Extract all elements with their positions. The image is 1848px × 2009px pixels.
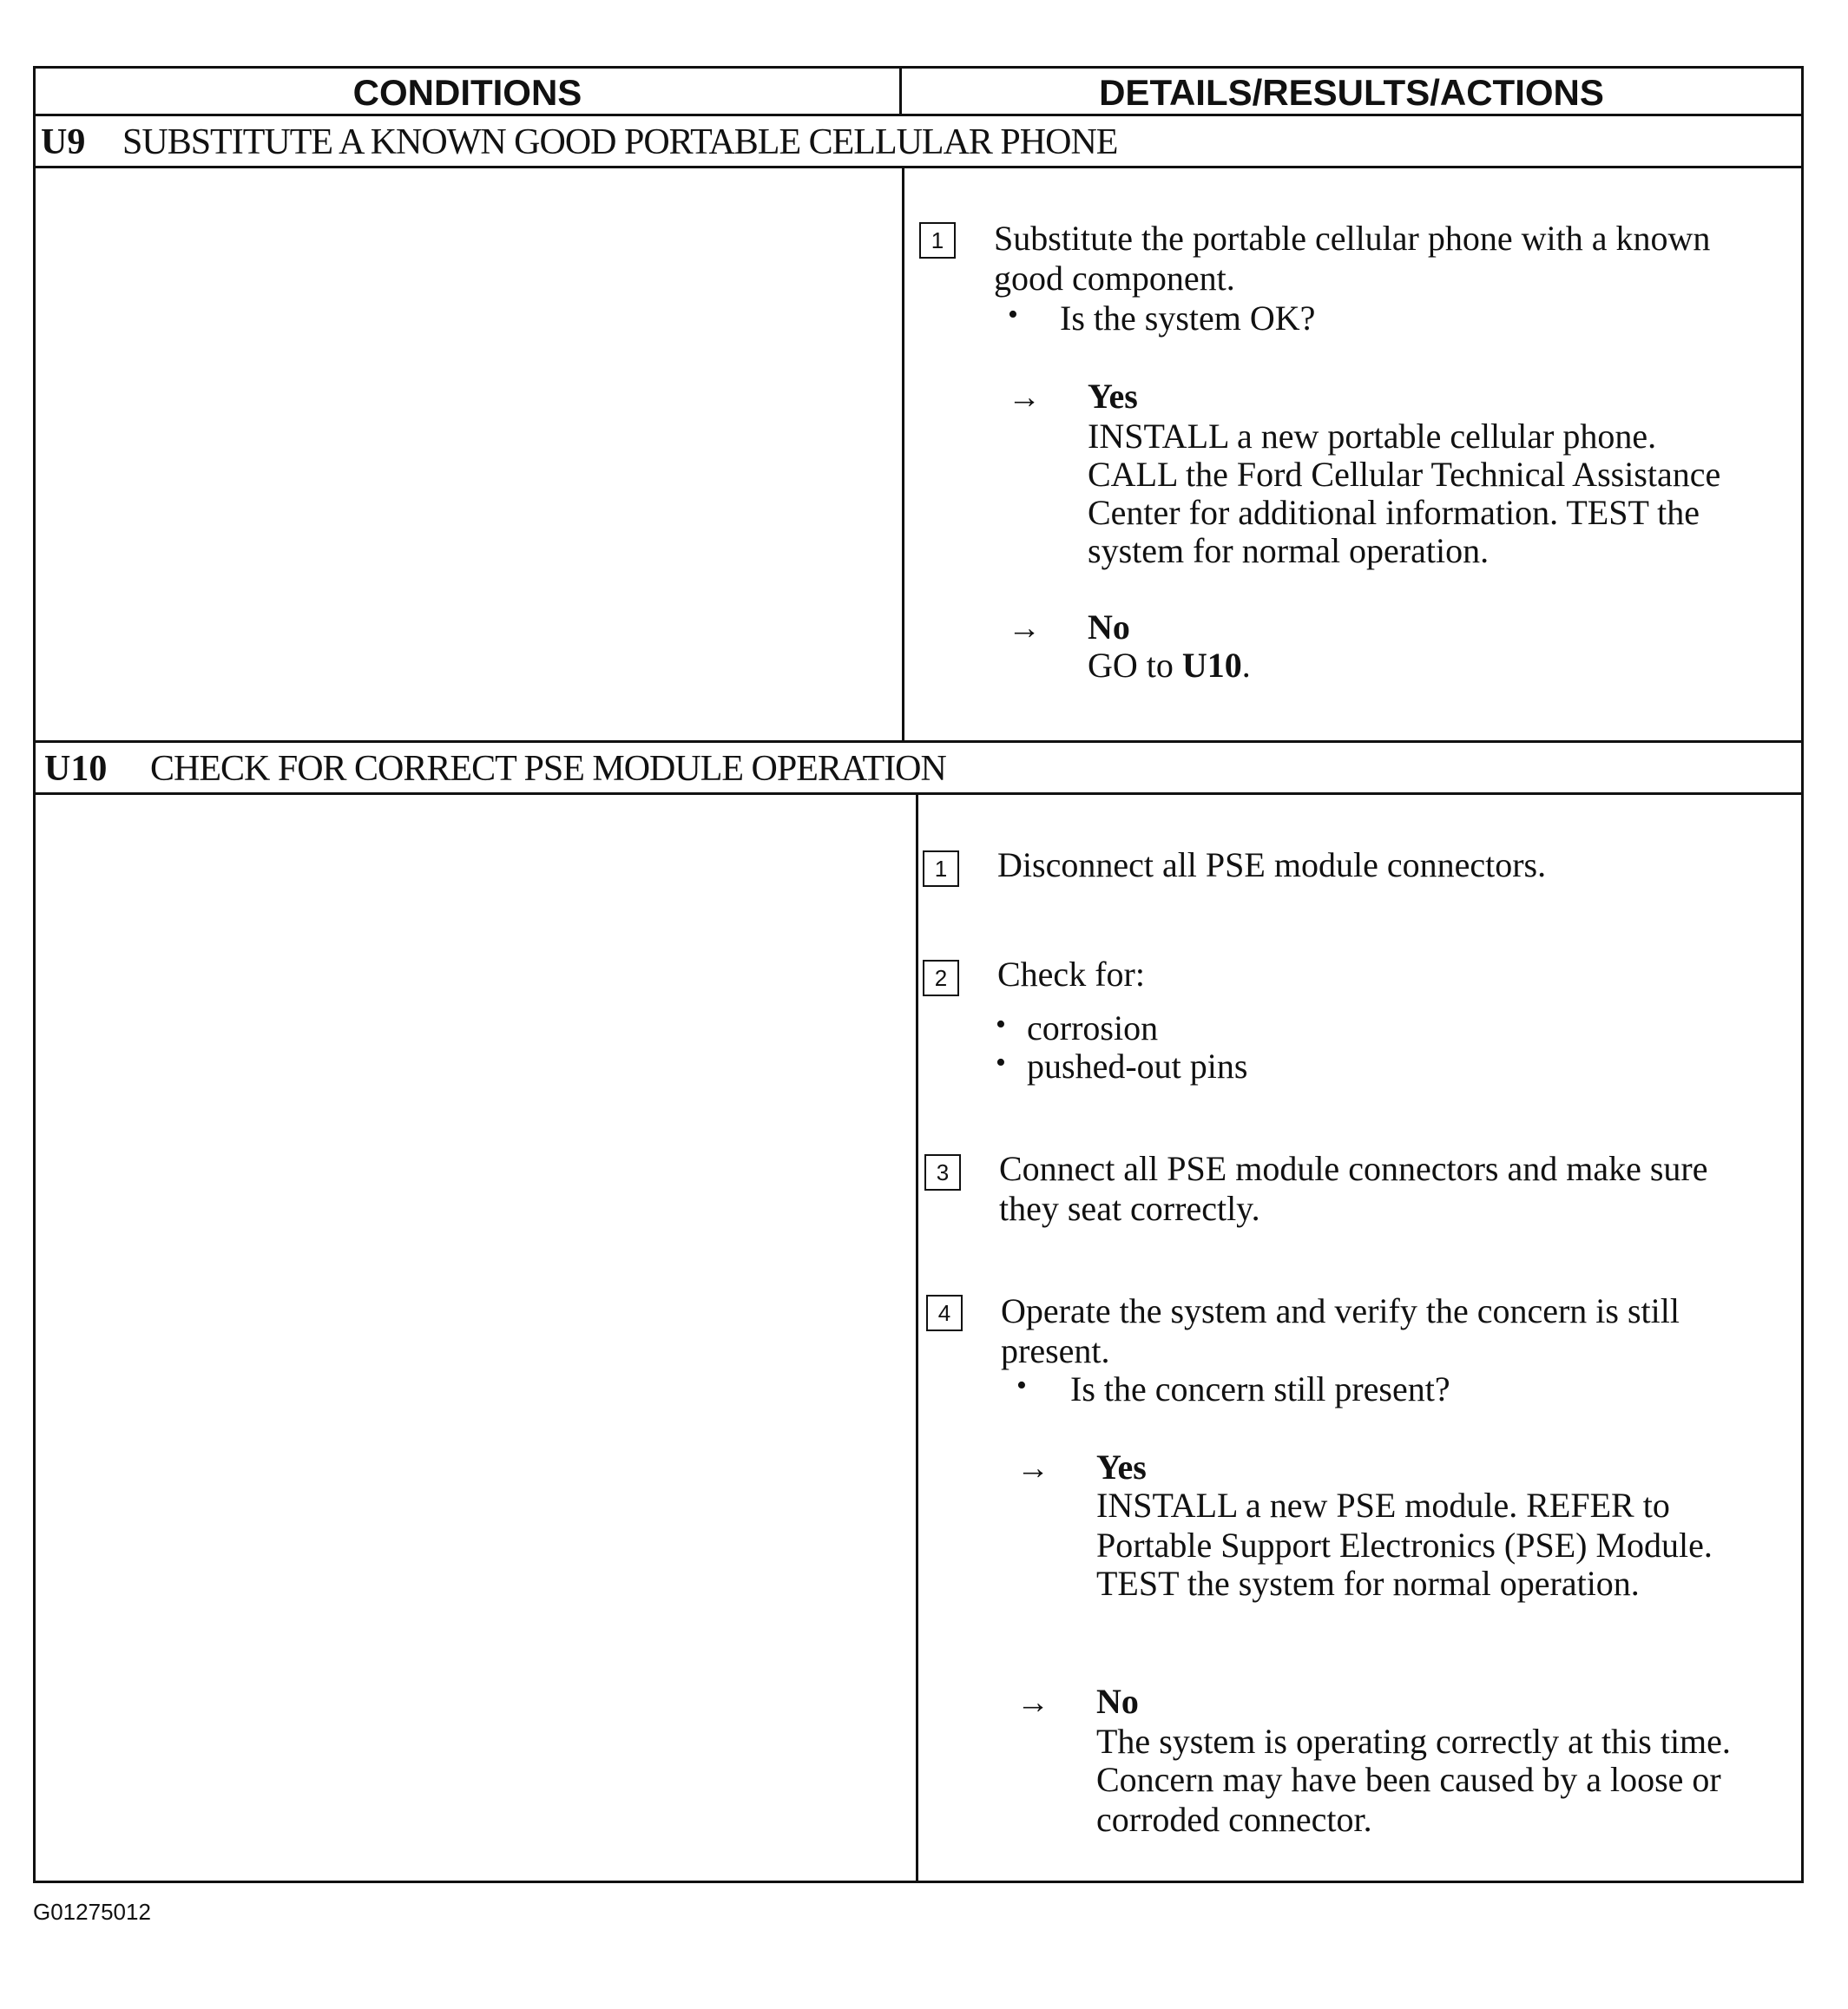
answer-no-text: GO to: [1088, 646, 1182, 685]
answer-yes-action: TEST the system for normal operation.: [1096, 1564, 1640, 1603]
question-text: Is the concern still present?: [1070, 1369, 1450, 1408]
arrow-right-icon: →: [1008, 610, 1041, 647]
arrow-right-icon: →: [1016, 1684, 1049, 1721]
step-instruction: good component.: [994, 259, 1235, 298]
answer-yes-action: Center for additional information. TEST the: [1088, 493, 1700, 532]
bullet-dot: •: [1008, 299, 1018, 331]
answer-no-action: Concern may have been caused by a loose or: [1096, 1760, 1721, 1799]
arrow-right-icon: →: [1016, 1450, 1049, 1487]
answer-yes-action: INSTALL a new PSE module. REFER to: [1096, 1486, 1670, 1525]
step-number-box: 2: [923, 960, 959, 996]
check-item: pushed-out pins: [1027, 1047, 1248, 1086]
step-instruction: Check for:: [997, 955, 1145, 994]
step-instruction: Substitute the portable cellular phone with a known: [994, 219, 1711, 258]
step-u10-id: U10: [44, 749, 108, 789]
answer-no-end: .: [1241, 646, 1251, 685]
answer-no-action: The system is operating correctly at this time.: [1096, 1722, 1731, 1761]
check-item: corrosion: [1027, 1008, 1159, 1047]
answer-yes-action: CALL the Ford Cellular Technical Assistance: [1088, 455, 1721, 494]
step-u10-title-row: [36, 743, 1801, 795]
step-number-box: 1: [923, 850, 959, 887]
step-u9-id: U9: [41, 122, 86, 162]
step-u10-title: CHECK FOR CORRECT PSE MODULE OPERATION: [150, 749, 946, 789]
step-number-box: 3: [924, 1154, 961, 1191]
table-header: [36, 69, 1801, 116]
answer-yes-action: system for normal operation.: [1088, 531, 1490, 570]
answer-no-action: corroded connector.: [1096, 1800, 1372, 1839]
step-u10-body: [36, 795, 1801, 1881]
step-instruction: present.: [1001, 1331, 1110, 1370]
header-details: DETAILS/RESULTS/ACTIONS: [1099, 72, 1604, 113]
answer-no-label: No: [1096, 1682, 1139, 1721]
column-divider: [902, 168, 904, 740]
bullet-dot: •: [996, 1008, 1006, 1041]
header-conditions: CONDITIONS: [36, 69, 902, 114]
step-number-box: 4: [926, 1295, 963, 1331]
question-text: Is the system OK?: [1060, 299, 1316, 338]
step-u9-title: SUBSTITUTE A KNOWN GOOD PORTABLE CELLULAR PHONE: [122, 122, 1118, 162]
step-u9-title-row: [36, 116, 1801, 168]
answer-yes-label: Yes: [1096, 1448, 1147, 1487]
step-instruction: Connect all PSE module connectors and make sure: [999, 1149, 1708, 1188]
answer-no-label: No: [1088, 607, 1130, 647]
step-u9-body: [36, 168, 1801, 743]
step-instruction: they seat correctly.: [999, 1189, 1260, 1228]
step-instruction: Operate the system and verify the concern is still: [1001, 1291, 1680, 1330]
step-instruction: Disconnect all PSE module connectors.: [997, 845, 1547, 884]
answer-yes-action: INSTALL a new portable cellular phone.: [1088, 417, 1657, 456]
figure-id: G01275012: [33, 1899, 151, 1925]
answer-yes-label: Yes: [1088, 377, 1138, 416]
diagnostic-table: [33, 66, 1804, 1883]
arrow-right-icon: →: [1008, 379, 1041, 416]
answer-no-action: [1088, 646, 1251, 686]
bullet-dot: •: [1016, 1369, 1027, 1402]
answer-yes-action: Portable Support Electronics (PSE) Module.: [1096, 1526, 1713, 1565]
column-divider: [916, 795, 918, 1881]
bullet-dot: •: [996, 1047, 1006, 1079]
step-reference-link: U10: [1181, 646, 1242, 685]
step-number-box: 1: [919, 222, 956, 259]
